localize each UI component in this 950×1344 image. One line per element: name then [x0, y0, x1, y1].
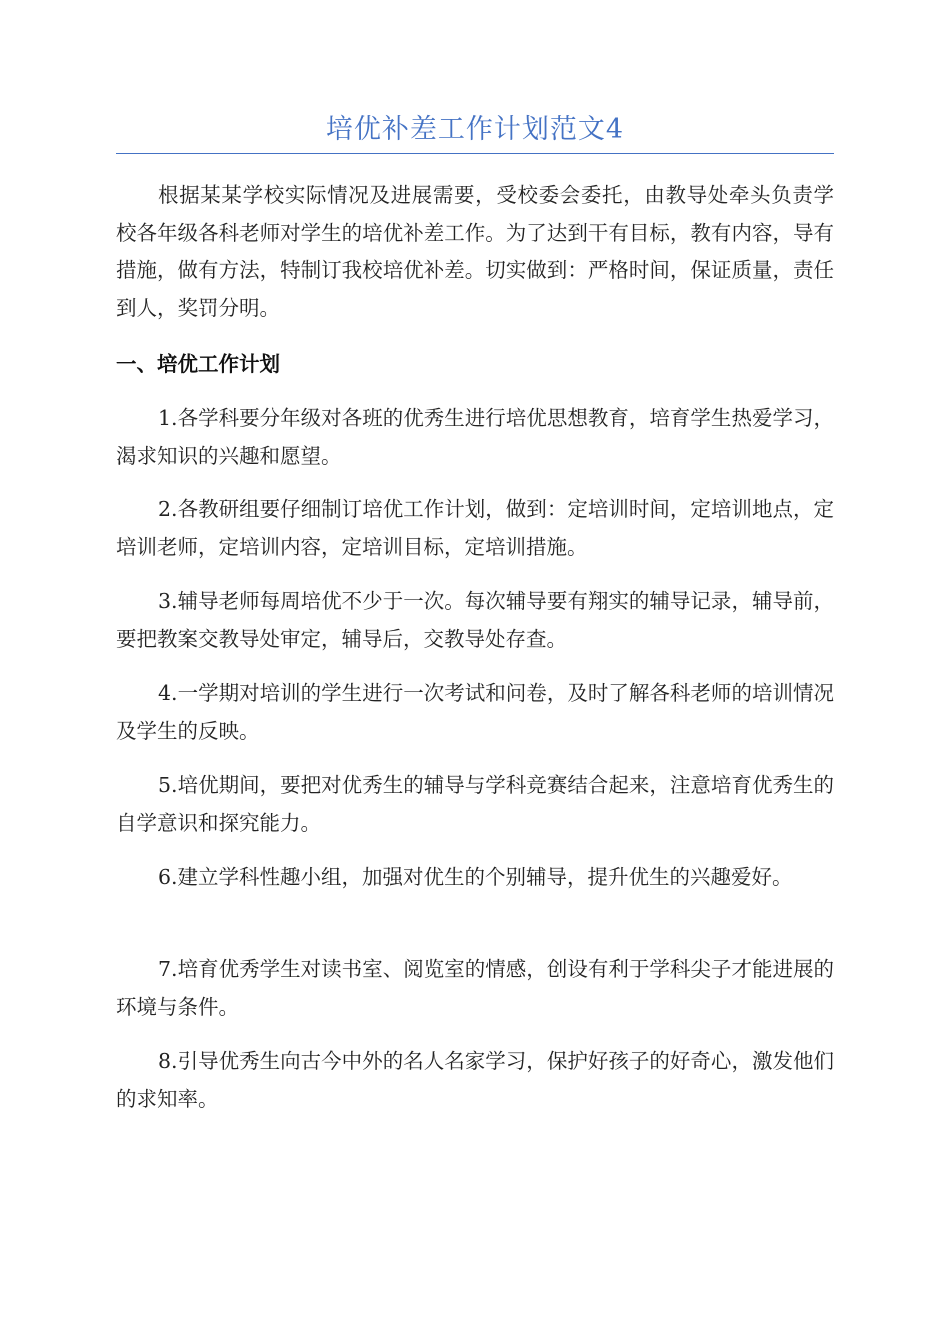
list-item-7: 7.培育优秀学生对读书室、阅览室的情感，创设有利于学科尖子才能进展的环境与条件。: [116, 957, 834, 1019]
list-item-2: 2.各教研组要仔细制订培优工作计划，做到：定培训时间，定培训地点，定培训老师，定培训内容，定培训目标，定培训措施。: [116, 497, 834, 559]
list-item-3: 3.辅导老师每周培优不少于一次。每次辅导要有翔实的辅导记录，辅导前，要把教案交教导处审定，辅导后，交教导处存查。: [116, 589, 834, 651]
list-item-5: 5.培优期间，要把对优秀生的辅导与学科竞赛结合起来，注意培育优秀生的自学意识和探究能力。: [116, 773, 834, 835]
list-item-1: 1.各学科要分年级对各班的优秀生进行培优思想教育，培育学生热爱学习，渴求知识的兴趣和愿望。: [116, 406, 834, 468]
list-item-8: 8.引导优秀生向古今中外的名人名家学习，保护好孩子的好奇心，激发他们的求知率。: [116, 1049, 834, 1111]
list-item-4: 4.一学期对培训的学生进行一次考试和问卷，及时了解各科老师的培训情况及学生的反映。: [116, 681, 834, 743]
intro-paragraph: 根据某某学校实际情况及进展需要，受校委会委托，由教导处牵头负责学校各年级各科老师对学生的培优补差工作。为了达到干有目标，教有内容，导有措施，做有方法，特制订我校培优补差。切实做到：严格时间，保证质量，责任到人，奖罚分明。: [116, 183, 834, 320]
title-underline: [116, 153, 834, 154]
document-title: 培优补差工作计划范文4: [325, 114, 625, 145]
section-heading: 一、培优工作计划: [116, 352, 280, 376]
list-item-6: 6.建立学科性趣小组，加强对优生的个别辅导，提升优生的兴趣爱好。: [158, 865, 793, 889]
